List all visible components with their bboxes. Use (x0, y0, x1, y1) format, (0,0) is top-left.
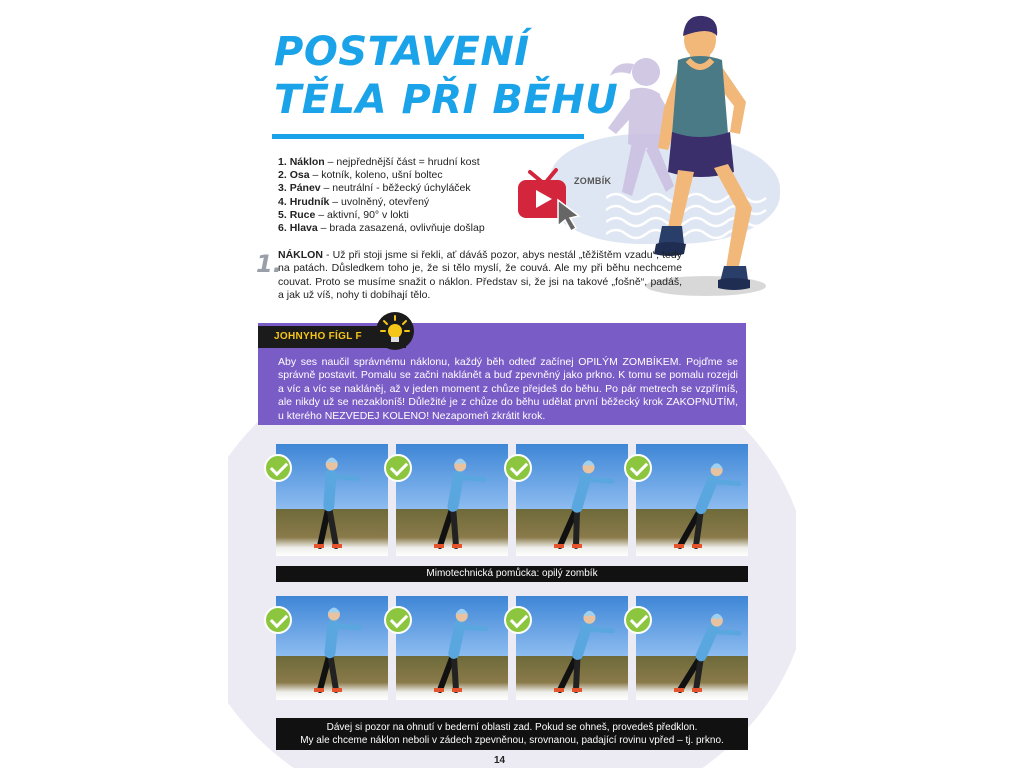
runner-figure (636, 596, 748, 700)
caption-row1: Mimotechnická pomůcka: opilý zombík (276, 566, 748, 582)
runner-figure (636, 444, 748, 556)
checkmark-icon (384, 606, 412, 634)
page-title (274, 28, 618, 124)
exercise-photo (396, 444, 508, 556)
section-lead: NÁKLON (278, 249, 323, 261)
section-number: 1. (256, 250, 282, 278)
caption-row2-line2: My ale chceme náklon neboli v zádech zpevněnou, srovnanou, padající rovinu vpřed – tj. prkno. (300, 735, 724, 746)
exercise-photo (516, 596, 628, 700)
title-line-2: TĚLA PŘI BĚHU (274, 77, 619, 123)
runner-figure (516, 596, 628, 700)
exercise-photo (276, 444, 388, 556)
runner-figure (276, 444, 388, 556)
runner-figure (276, 596, 388, 700)
caption-row2 (276, 718, 748, 750)
section-text: - Už při stoji jsme si řekli, ať dáváš pozor, abys nestál „těžištěm vzadu“, tedy na patách. Důsledkem toho je, že si tělo myslí, že couvá. Ale my při běhu nechceme couvat. Proto se musíme snažit o náklon. Představ si, že jsi na takové „fošně“, padáš, a jak už víš, nohy ti dobíhají tělo. (278, 249, 682, 302)
title-underline (272, 134, 584, 139)
video-label: ZOMBÍK (574, 176, 612, 186)
checkmark-icon (384, 454, 412, 482)
bulb-badge (376, 312, 414, 350)
list-item: 1. Náklon – nejpřednější část = hrudní kost (278, 156, 480, 168)
exercise-photo (516, 444, 628, 556)
caption-row2-line1: Dávej si pozor na ohnutí v bederní oblasti zad. Pokud se ohneš, provedeš předklon. (326, 722, 698, 733)
list-item: 6. Hlava – brada zasazená, ovlivňuje došlap (278, 222, 485, 235)
lightbulb-icon (376, 312, 414, 350)
checkmark-icon (264, 454, 292, 482)
tip-label: JOHNYHO FÍGL F (258, 326, 406, 348)
tip-text: Aby ses naučil správnému náklonu, každý běh odteď začínej OPILÝM ZOMBÍKEM. Pojďme se správně postavit. Pomalu se začni naklánět a buď zpevněný jako prkno. K tomu se pomalu rozejdi a víc a víc se nakláněj, až v jeden moment z chůze přejdeš do běhu. Po pár metrech se vzpřímíš, ale nikdy už se nezakloníš! Důležité je z chůze do běhu udělat první běžecký krok ZAKOPNUTÍM, u kterého NEZVEDEJ KOLENO! Nezapomeň zkrátit krok. (278, 356, 738, 422)
document-page (228, 0, 796, 768)
exercise-photo (636, 444, 748, 556)
checkmark-icon (504, 454, 532, 482)
list-item: 4. Hrudník – uvolněný, otevřený (278, 195, 430, 208)
runner-figure (516, 444, 628, 556)
exercise-photo (636, 596, 748, 700)
runner-figure (396, 596, 508, 700)
checkmark-icon (624, 606, 652, 634)
section-paragraph (278, 249, 682, 303)
checkmark-icon (624, 454, 652, 482)
title-line-1: POSTAVENÍ (274, 29, 530, 75)
body-position-list (278, 156, 485, 235)
checkmark-icon (264, 606, 292, 634)
runner-figure (396, 444, 508, 556)
exercise-photo (396, 596, 508, 700)
checkmark-icon (504, 606, 532, 634)
list-item: 2. Osa – kotník, koleno, ušní boltec (278, 169, 443, 182)
exercise-photo (276, 596, 388, 700)
list-item: 3. Pánev – neutrální - běžecký úchyláček (278, 182, 471, 195)
page-number: 14 (494, 755, 506, 766)
list-item: 5. Ruce – aktivní, 90° v lokti (278, 208, 409, 221)
